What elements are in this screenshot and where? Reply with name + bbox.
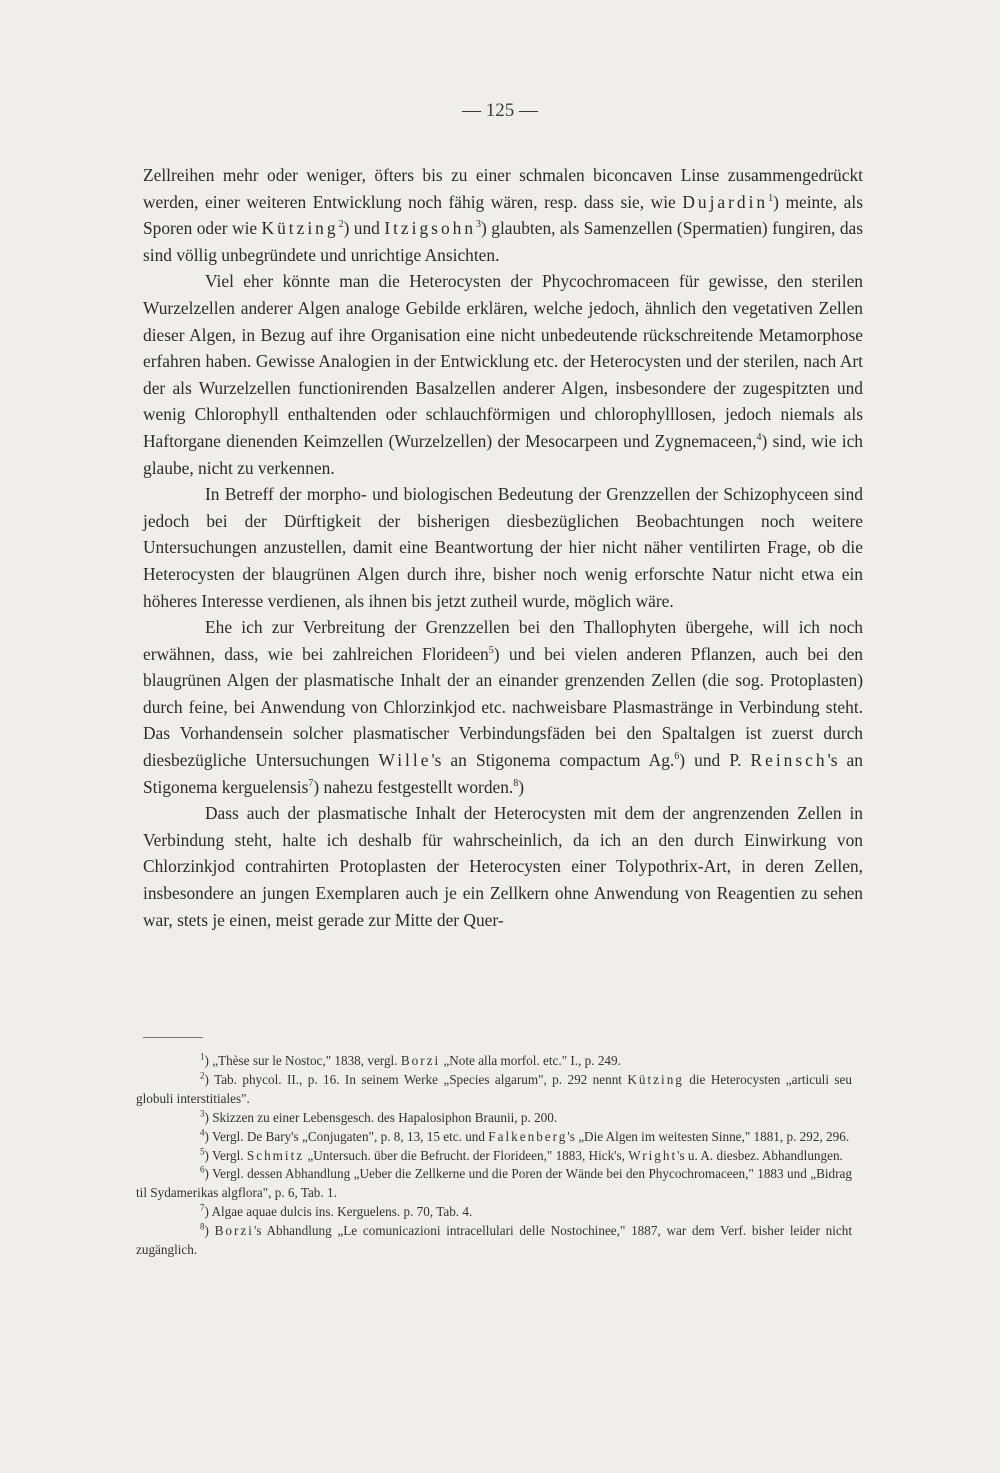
footnote-ref-8: 8: [513, 777, 519, 789]
text-run: ): [204, 1223, 215, 1239]
footnote-ref-2: 2: [338, 219, 344, 231]
main-text: [143, 162, 863, 933]
footnote-8: [136, 1222, 852, 1260]
footnote-5: [136, 1147, 852, 1166]
author-name: Wright: [628, 1147, 678, 1163]
footnote-6: [136, 1165, 852, 1203]
text-run: ) meinte, als Sporen oder wie: [143, 191, 863, 239]
author-name-reinsch: Reinsch: [750, 750, 828, 771]
author-name-dujardin: Dujardin: [682, 191, 769, 212]
author-name: Kützing: [627, 1071, 684, 1087]
footnote-1: [136, 1052, 852, 1071]
paragraph-1: [143, 162, 863, 268]
footnote-ref-3: 3: [476, 219, 482, 231]
text-run: ) Vergl. dessen Abhandlung „Ueber die Zellkerne und die Poren der Wände bei den Phycochromaceen," 1883 und „Bidrag til Sydamerikas algflora", p. 6, Tab. 1.: [136, 1166, 852, 1201]
footnote-marker: 4: [200, 1127, 205, 1138]
footnote-ref-1: 1: [768, 192, 774, 204]
footnote-ref-7: 7: [308, 777, 314, 789]
text-run: die Heterocysten „articuli seu globuli interstitiales".: [136, 1071, 852, 1106]
text-run: Viel eher könnte man die Heterocysten der Phycochromaceen für gewisse, den sterilen Wurzelzellen anderer Algen analoge Gebilde erklären, welche jedoch, ähnlich den vegetativen Zellen dieser Algen, in Bezug auf ihre Organisation eine nicht unbedeutende rückschreitende Metamorphose erfahren haben. Gewisse Analogien in der Entwicklung etc. der Heterocysten und der sterilen, nach Art der als Wurzelzellen functionirenden Basalzellen anderer Algen, insbesondere der zugespitzten und wenig Chlorophyll enthaltenden oder schlauchförmigen und chlorophylllosen, jedoch niemals als Haftorgane dienenden Keimzellen (Wurzelzellen) der Mesocarpeen und Zygnemaceen,: [143, 271, 863, 451]
text-run: 's an Stigonema compactum Ag.: [431, 750, 675, 771]
text-run: 's u. A. diesbez. Abhandlungen.: [677, 1147, 843, 1163]
text-run: Zellreihen mehr oder weniger, öfters bis zu einer schmalen biconcaven Linse zusammengedrückt werden, einer weiteren Entwicklung noch fähig wären, resp. dass sie, wie: [143, 165, 863, 212]
author-name-itzigsohn: Itzigsohn: [384, 218, 477, 239]
footnote-separator: [143, 1037, 203, 1038]
text-run: ) und bei vielen anderen Pflanzen, auch bei den blaugrünen Algen der plasmatische Inhalt der an einander grenzenden Zellen (die sog. Protoplasten) durch feine, bei Anwendung von Chlorzinkjod etc. nachweisbare Plasmastränge in Verbindung steht. Das Vorhandensein solcher plasmatischer Verbindungsfäden bei den Spaltalgen ist zuerst durch diesbezügliche Untersuchungen: [143, 643, 863, 771]
footnote-3: [136, 1109, 852, 1128]
author-name: Borzi: [214, 1223, 254, 1239]
text-run: ) „Thèse sur le Nostoc," 1838, vergl.: [204, 1053, 401, 1068]
footnote-marker: 6: [200, 1165, 205, 1176]
footnote-4: [136, 1128, 852, 1147]
text-run: ) glaubten, als Samenzellen (Spermatien) fungiren, das sind völlig unbegründete und unrichtige Ansichten.: [143, 218, 863, 265]
footnote-7: [136, 1203, 852, 1222]
author-name: Falkenberg: [488, 1128, 568, 1144]
footnote-marker: 7: [200, 1202, 205, 1213]
footnote-marker: 2: [200, 1070, 205, 1081]
text-run: ) und: [343, 218, 385, 239]
text-run: 's an Stigonema kerguelensis: [143, 750, 863, 797]
footnotes: [136, 1052, 852, 1260]
text-run: ) Vergl. De Bary's „Conjugaten", p. 8, 13, 15 etc. und: [204, 1128, 489, 1144]
footnote-ref-6: 6: [674, 751, 680, 763]
paragraph-2: [143, 268, 863, 481]
paragraph-5: Dass auch der plasmatische Inhalt der Heterocysten mit dem der angrenzenden Zellen in Verbindung steht, halte ich deshalb für wahrscheinlich, da ich an den durch Einwirkung von Chlorzinkjod contrahirten Protoplasten der Heterocysten einer Tolypothrix-Art, in deren Zellen, insbesondere an jungen Exemplaren auch je ein Zellkern ohne Anwendung von Reagentien zu sehen war, stets je einen, meist gerade zur Mitte der Quer-: [143, 803, 863, 930]
text-run: Ehe ich zur Verbreitung der Grenzzellen bei den Thallophyten übergehe, will ich noch erwähnen, dass, wie bei zahlreichen Florideen: [143, 617, 863, 664]
footnote-marker: 5: [200, 1146, 205, 1157]
text-run: ): [518, 776, 525, 797]
footnote-ref-4: 4: [756, 432, 762, 444]
paragraph-3: In Betreff der morpho- und biologischen Bedeutung der Grenzzellen der Schizophyceen sind jedoch bei der Dürftigkeit der bisherigen diesbezüglichen Beobachtungen noch weitere Untersuchungen anzustellen, damit eine Beantwortung der hier nicht näher ventilirten Frage, ob die Heterocysten der blaugrünen Algen durch ihre, bisher noch wenig erforschte Natur nicht etwa ein höheres Interesse verdienen, als ihnen bis jetzt zutheil wurde, möglich wäre.: [143, 484, 863, 611]
text-run: ) Algae aquae dulcis ins. Kerguelens. p. 70, Tab. 4.: [204, 1204, 473, 1220]
author-name-wille: Wille: [378, 750, 432, 771]
text-run: ) und P.: [679, 750, 751, 771]
author-name-kuetzing: Kützing: [261, 218, 339, 239]
text-run: ) nahezu festgestellt worden.: [313, 776, 514, 797]
footnote-2: [136, 1071, 852, 1109]
paragraph-4: [143, 614, 863, 800]
text-run: „Note alla morfol. etc." I., p. 249.: [440, 1053, 621, 1068]
text-run: „Untersuch. über die Befrucht. der Florideen," 1883, Hick's,: [304, 1147, 629, 1163]
text-run: ) Tab. phycol. II., p. 16. In seinem Werke „Species algarum", p. 292 nennt: [204, 1071, 628, 1087]
footnote-ref-5: 5: [488, 644, 494, 656]
footnote-marker: 1: [200, 1051, 205, 1062]
text-run: ) Vergl.: [204, 1147, 247, 1163]
footnote-marker: 8: [200, 1221, 205, 1232]
text-run: ) sind, wie ich glaube, nicht zu verkennen.: [143, 430, 864, 478]
page-number: — 125 —: [462, 100, 538, 121]
author-name: Borzi: [400, 1053, 441, 1068]
text-run: 's „Die Algen im weitesten Sinne," 1881, p. 292, 296.: [567, 1128, 850, 1144]
author-name: Schmitz: [246, 1147, 305, 1163]
footnote-marker: 3: [200, 1108, 205, 1119]
text-run: 's Abhandlung „Le comunicazioni intracellulari delle Nostochinee," 1887, war dem Verf. bisher leider nicht zugänglich.: [136, 1223, 852, 1258]
text-run: ) Skizzen zu einer Lebensgesch. des Hapalosiphon Braunii, p. 200.: [204, 1109, 558, 1125]
